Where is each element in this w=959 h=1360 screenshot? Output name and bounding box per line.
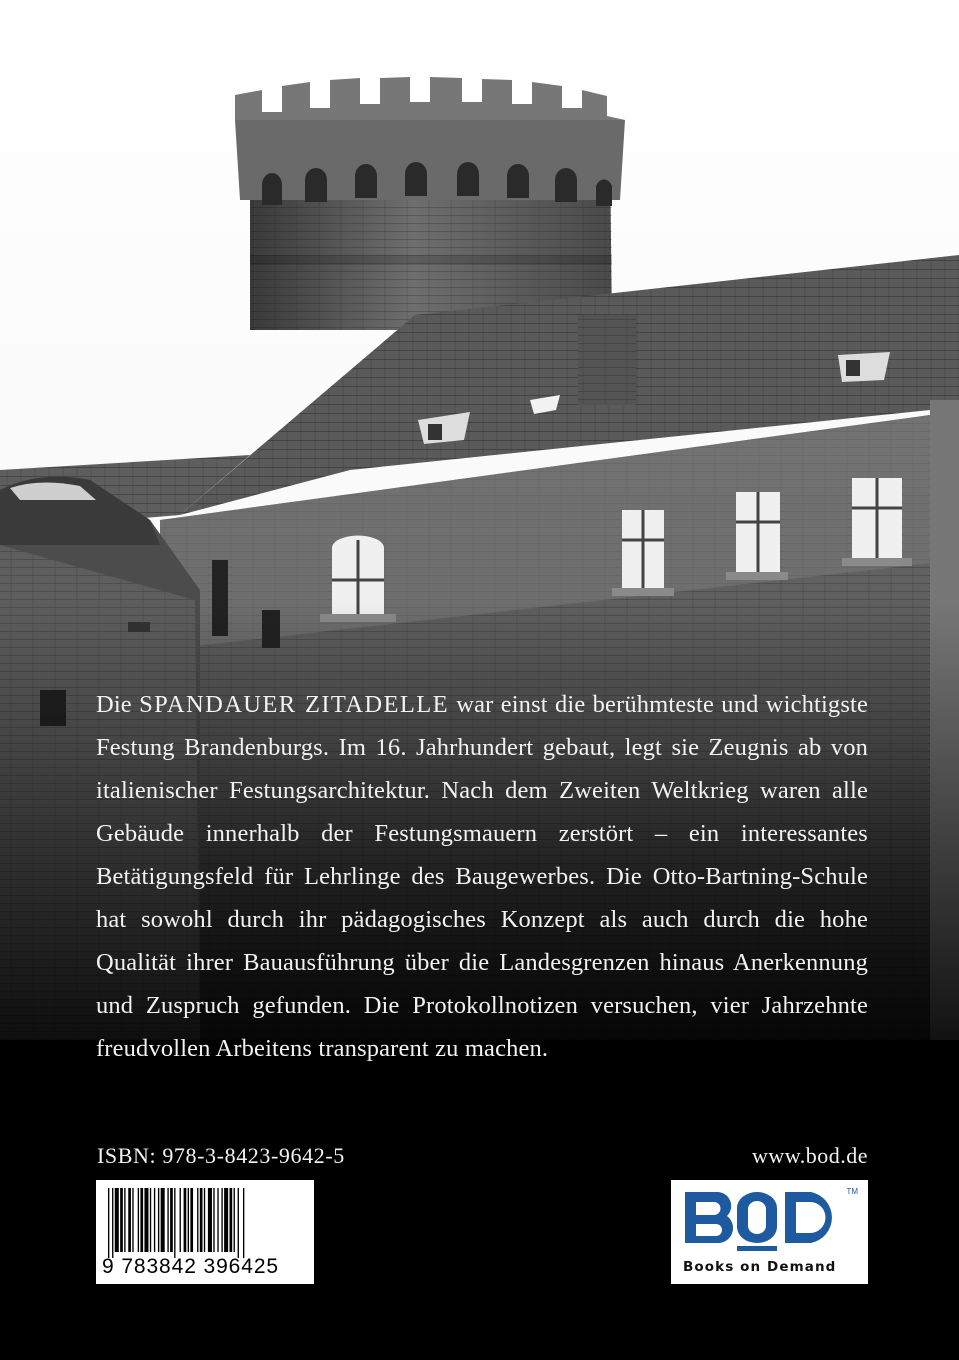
barcode-bar	[128, 1188, 131, 1252]
barcode-bar	[180, 1188, 181, 1252]
barcode-bar	[204, 1188, 205, 1252]
barcode-bar	[167, 1188, 168, 1252]
blurb-intro: Die	[96, 691, 140, 718]
barcode-bar	[158, 1188, 159, 1252]
barcode-bar	[197, 1188, 198, 1252]
barcode-bar	[213, 1188, 214, 1252]
barcode-bar	[188, 1188, 189, 1252]
barcode-bar	[132, 1188, 133, 1252]
barcode-bar	[208, 1188, 212, 1252]
barcode-bar	[150, 1188, 151, 1252]
barcode-bar	[138, 1188, 139, 1252]
barcode-bar	[174, 1188, 175, 1258]
blurb-body: war einst die berühmteste und wichtigste Festung Brandenburgs. Im 16. Jahrhundert gebaut, legt sie Zeugnis ab von italienischer Festungsarchitektur. Nach dem Zweiten Weltkrieg waren alle Gebäude innerhalb der Festungsmauern zerstört – ein interessantes Betätigungsfeld für Lehrlinge des Baugewerbes. Die Otto-Bartning-Schule hat sowohl durch ihr pädagogisches Konzept als auch durch die hohe Qualität ihrer Bauausführung über die Landesgrenzen hinaus Anerkennung und Zuspruch gefunden. Die Protokollnotizen versuchen, vier Jahrzehnte freudvollen Arbeitens transparent zu machen.	[96, 691, 868, 1062]
barcode-bar	[238, 1188, 239, 1258]
barcode-bar	[230, 1188, 233, 1252]
barcode-number: 9 783842 396425	[102, 1255, 279, 1278]
barcode-bar	[217, 1188, 218, 1252]
blurb-emphasis-title: SPANDAUER ZITADELLE	[139, 691, 449, 718]
barcode-bar	[120, 1188, 123, 1252]
trademark-mark: TM	[846, 1187, 858, 1196]
barcode-bar	[234, 1188, 235, 1252]
barcode-bar	[108, 1188, 109, 1258]
barcode-bar	[200, 1188, 203, 1252]
publisher-website: www.bod.de	[752, 1143, 868, 1168]
barcode-bar	[154, 1188, 155, 1252]
barcode-bar	[184, 1188, 187, 1252]
publisher-tagline: Books on Demand	[683, 1259, 837, 1275]
barcode-bar	[190, 1188, 193, 1252]
barcode-bar	[224, 1188, 228, 1252]
barcode-bar	[124, 1188, 125, 1252]
barcode-bar	[115, 1188, 119, 1252]
publisher-logo	[671, 1180, 868, 1284]
barcode-bar	[221, 1188, 222, 1252]
back-cover-description	[96, 683, 868, 1070]
barcode-bar	[144, 1188, 148, 1252]
barcode	[96, 1180, 314, 1284]
isbn-label: ISBN: 978-3-8423-9642-5	[97, 1143, 345, 1168]
barcode-bar	[243, 1188, 244, 1258]
barcode-bar	[140, 1188, 143, 1252]
barcode-bar	[112, 1188, 113, 1258]
barcode-bar	[161, 1188, 165, 1252]
barcode-bar	[170, 1188, 173, 1252]
